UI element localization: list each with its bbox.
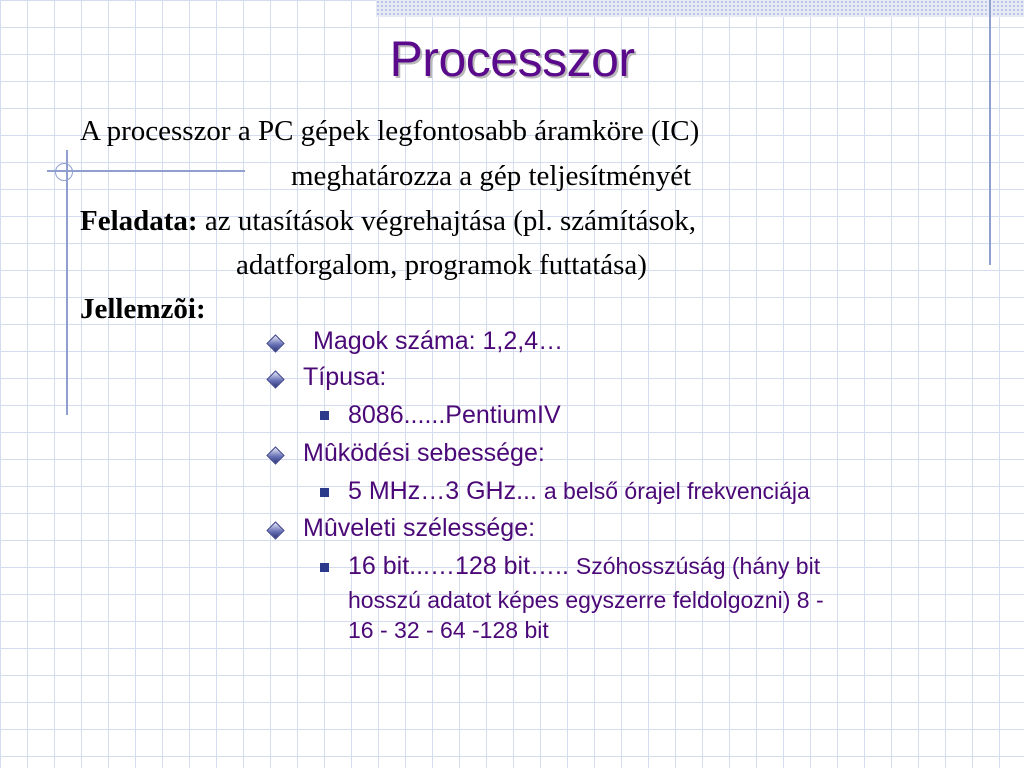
bullet-diamond-icon <box>266 370 284 388</box>
feature-item-type: Típusa: <box>303 363 387 391</box>
width-note-line-3: 16 - 32 - 64 -128 bit <box>348 617 549 643</box>
task-label: Feladata: <box>80 205 198 237</box>
bullet-diamond-icon <box>266 446 284 464</box>
decorative-horizontal-line <box>47 170 245 172</box>
bullet-diamond-icon <box>266 334 284 352</box>
width-note: Szóhosszúság (hány bit <box>575 553 821 579</box>
feature-subitem-speed <box>348 477 810 506</box>
feature-subitem-type: 8086......PentiumIV <box>348 401 561 429</box>
feature-item-width: Mûveleti szélessége: <box>303 514 536 542</box>
bullet-diamond-icon <box>266 521 284 539</box>
decorative-top-band <box>376 0 1024 17</box>
intro-line-2: meghatározza a gép teljesítményét <box>291 160 692 192</box>
speed-note: a belső órajel frekvenciája <box>543 478 810 504</box>
decorative-left-line <box>66 150 68 415</box>
intro-line-1: A processzor a PC gépek legfontosabb áramköre (IC) <box>80 115 700 147</box>
slide-title: Processzor <box>389 31 635 87</box>
task-line-1 <box>80 205 696 238</box>
decorative-circle-icon <box>55 163 73 181</box>
bullet-square-icon <box>320 488 329 497</box>
features-label: Jellemzõi: <box>80 293 206 325</box>
speed-range: 5 MHz…3 GHz... <box>348 477 537 505</box>
width-range: 16 bit...…128 bit….. <box>348 552 569 580</box>
task-text-1: az utasítások végrehajtása (pl. számítások, <box>204 205 697 237</box>
feature-item-cores: Magok száma: 1,2,4… <box>313 327 564 355</box>
bullet-square-icon <box>320 563 329 572</box>
feature-subitem-width <box>348 552 820 581</box>
bullet-square-icon <box>320 411 329 420</box>
task-line-2: adatforgalom, programok futtatása) <box>236 249 647 281</box>
feature-item-speed: Mûködési sebessége: <box>303 439 545 467</box>
width-note-line-2: hosszú adatot képes egyszerre feldolgozni) 8 - <box>348 587 824 613</box>
